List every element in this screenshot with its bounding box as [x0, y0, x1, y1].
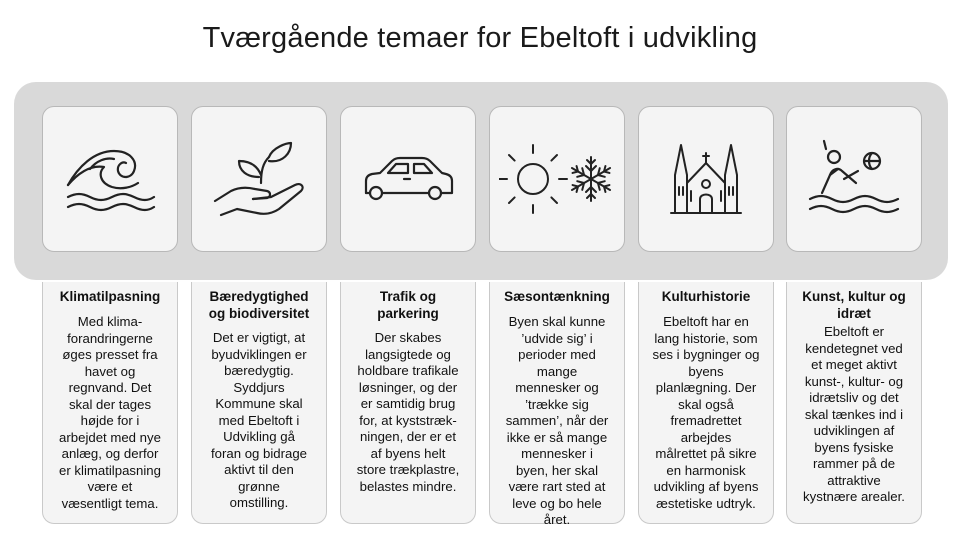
swimmer-with-ball-icon [804, 139, 904, 219]
theme-description: Ebeltoft har en lang historie, som ses i bygninger og byens planlægning. Der skal også fremadrettet arbejdes målrettet på sikre en harmonisk udvikling af byens æstetiske udtryk. [652, 314, 760, 511]
theme-title: Bæredygtighed og biodiversitet [208, 289, 310, 321]
theme-description: Byen skal kunne ’udvide sig’ i perioder med mange mennesker og ’trække sig sammen’, når der ikke er så mange mennesker i byen, her skal være rart sted at leve og bo hele året. [505, 314, 609, 527]
theme-card-baeredygtighed [191, 282, 327, 524]
page-title: Tværgående temaer for Ebeltoft i udvikling [202, 22, 758, 54]
theme-icon-box-4 [489, 106, 625, 252]
theme-icon-box-5 [638, 106, 774, 252]
plant-in-hand-icon [209, 139, 309, 219]
theme-title: Klimatilpasning [59, 289, 161, 304]
theme-icon-box-1 [42, 106, 178, 252]
theme-icon-box-2 [191, 106, 327, 252]
theme-title: Kunst, kultur og idræt [802, 289, 906, 321]
theme-icon-box-3 [340, 106, 476, 252]
theme-card-saesontaenkning [489, 282, 625, 527]
theme-description: Med klima- forandringerne øges presset fra havet og regnvand. Det skal der tages højde for i arbejdet med nye anlæg, og derfor er klimatilpasning være et væsentligt tema. [59, 314, 161, 511]
cathedral-icon [661, 139, 751, 219]
theme-description: Det er vigtigt, at byudviklingen er bæredygtig. Syddjurs Kommune skal med Ebeltoft i Udvikling gå foran og bidrage aktivt til den grønne omstilling. [210, 330, 308, 510]
car-icon [358, 139, 458, 219]
theme-title: Sæsontænkning [504, 289, 610, 304]
theme-icon-box-6 [786, 106, 922, 252]
theme-card-kulturhistorie [638, 282, 774, 524]
theme-card-trafik [340, 282, 476, 524]
theme-card-kunst-kultur-idraet [786, 282, 922, 524]
sun-and-snowflake-icon [499, 139, 615, 219]
theme-title: Trafik og parkering [377, 289, 439, 321]
theme-description: Der skabes langsigtede og holdbare trafikale løsninger, og der er samtidig brug for, at kyststræk- ningen, der er et af byens helt store trækplastre, belastes mindre. [356, 330, 460, 494]
wave-icon [60, 139, 160, 219]
theme-description: Ebeltoft er kendetegnet ved et meget aktivt kunst-, kultur- og idrætsliv og det skal tænkes ind i udviklingen af byens fysiske rammer på de attraktive kystnære arealer. [803, 324, 905, 504]
theme-title: Kulturhistorie [661, 289, 751, 304]
theme-card-klimatilpasning [42, 282, 178, 524]
